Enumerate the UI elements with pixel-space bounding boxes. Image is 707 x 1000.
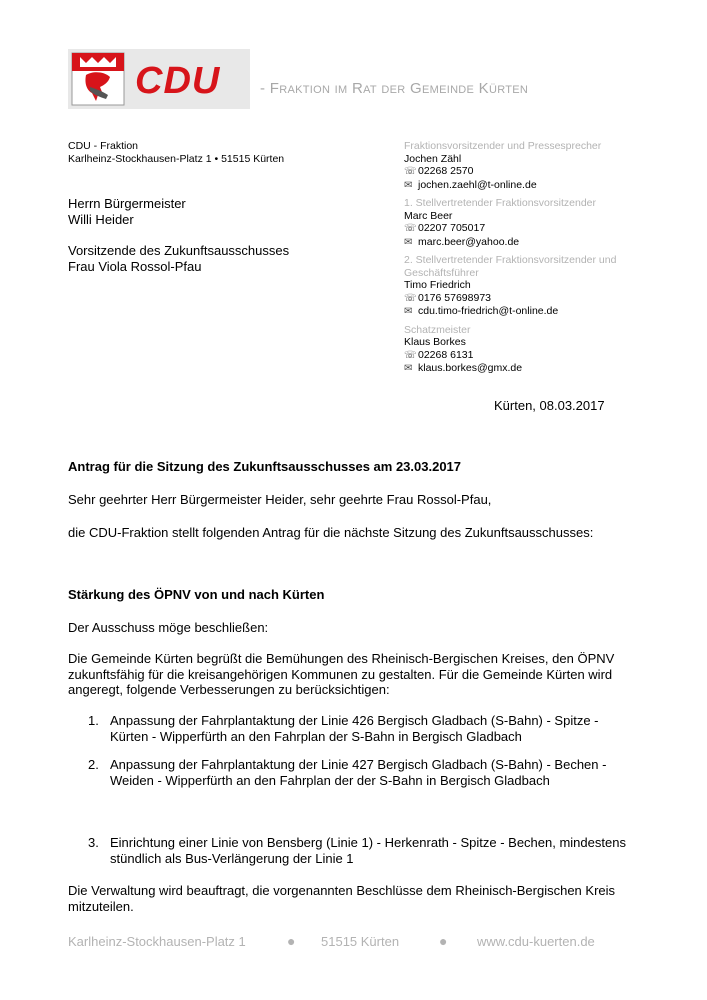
recipient-block: [68, 196, 289, 274]
kuerten-crest-icon: [70, 51, 126, 107]
contact-phone: 02207 705017: [418, 222, 486, 234]
phone-icon: ☏: [404, 166, 417, 177]
phone-icon: ☏: [404, 292, 417, 304]
contact-email[interactable]: cdu.timo-friedrich@t-online.de: [418, 305, 559, 317]
mail-icon: ✉: [404, 363, 413, 374]
contacts-column: [404, 140, 644, 376]
section-heading: Stärkung des ÖPNV von und nach Kürten: [68, 587, 325, 602]
contact-phone: 02268 6131: [418, 348, 474, 361]
list-item-line: stündlich als Bus-Verlängerung der Linie 1: [110, 850, 354, 866]
subject-line: Antrag für die Sitzung des Zukunftsausschusses am 23.03.2017: [68, 459, 462, 474]
footer-address: Karlheinz-Stockhausen-Platz 1: [68, 934, 246, 949]
contact-name: Timo Friedrich: [404, 279, 471, 291]
paragraph-line: mitzuteilen.: [68, 898, 134, 914]
mail-icon: ✉: [404, 306, 413, 317]
phone-icon: ☏: [404, 349, 417, 361]
greeting: Sehr geehrter Herr Bürgermeister Heider, sehr geehrte Frau Rossol-Pfau,: [68, 492, 492, 507]
mail-icon: ✉: [404, 179, 413, 191]
paragraph-line: Die Gemeinde Kürten begrüßt die Bemühungen des Rheinisch-Bergischen Kreises, den ÖPNV: [68, 651, 615, 666]
list-number: 2.: [88, 757, 99, 772]
contact-phone: 0176 57698973: [418, 291, 491, 304]
contact-name: Klaus Borkes: [404, 336, 466, 348]
footer-separator: ●: [439, 933, 448, 949]
recipient-line: Willi Heider: [68, 211, 134, 227]
footer-website[interactable]: www.cdu-kuerten.de: [477, 934, 595, 949]
sender-block: [68, 140, 284, 166]
contact-email[interactable]: jochen.zaehl@t-online.de: [418, 178, 537, 191]
contact-entry: [404, 254, 644, 319]
mail-icon: ✉: [404, 236, 413, 248]
main-paragraph: [68, 651, 648, 698]
paragraph-line: angeregt, folgende Verbesserungen zu berücksichtigen:: [68, 682, 390, 697]
list-item-line: Kürten - Wipperfürth an den Fahrplan der S-Bahn in Bergisch Gladbach: [110, 728, 522, 744]
recipient-line: Herrn Bürgermeister: [68, 196, 186, 211]
list-item-line: Weiden - Wipperfürth an den Fahrplan der der S-Bahn in Bergisch Gladbach: [110, 772, 550, 788]
contact-role: 2. Stellvertretender Fraktionsvorsitzender und: [404, 254, 617, 266]
list-number: 1.: [88, 713, 99, 728]
contact-email[interactable]: klaus.borkes@gmx.de: [418, 362, 523, 374]
contact-name: Jochen Zähl: [404, 152, 462, 165]
contact-role-cont: Geschäftsführer: [404, 266, 479, 279]
page-title: - Fraktion im Rat der Gemeinde Kürten: [260, 80, 529, 97]
letter-date: Kürten, 08.03.2017: [494, 398, 605, 413]
contact-email[interactable]: marc.beer@yahoo.de: [418, 235, 520, 248]
resolution-lead: Der Ausschuss möge beschließen:: [68, 620, 269, 635]
intro-paragraph: die CDU-Fraktion stellt folgenden Antrag für die nächste Sitzung des Zukunftsausschusses:: [68, 525, 594, 540]
sender-address: Karlheinz-Stockhausen-Platz 1 • 51515 Kürten: [68, 153, 285, 165]
list-item-line: Anpassung der Fahrplantaktung der Linie 426 Bergisch Gladbach (S-Bahn) - Spitze -: [110, 713, 599, 728]
contact-entry: [404, 140, 644, 192]
recipient-line: Vorsitzende des Zukunftsausschusses: [68, 243, 290, 258]
cdu-logo: CDU: [135, 60, 221, 102]
contact-entry: [404, 197, 644, 249]
footer-city: 51515 Kürten: [321, 934, 400, 949]
contact-role: Fraktionsvorsitzender und Pressesprecher: [404, 140, 602, 152]
contact-role: 1. Stellvertretender Fraktionsvorsitzender: [404, 197, 596, 209]
phone-icon: ☏: [404, 223, 417, 234]
contact-phone: 02268 2570: [418, 165, 474, 177]
list-item-line: Anpassung der Fahrplantaktung der Linie 427 Bergisch Gladbach (S-Bahn) - Bechen -: [110, 757, 607, 772]
sender-name: CDU - Fraktion: [68, 140, 139, 152]
paragraph-line: Die Verwaltung wird beauftragt, die vorgenannten Beschlüsse dem Rheinisch-Bergischen Kreis: [68, 883, 616, 898]
contact-role: Schatzmeister: [404, 323, 471, 336]
contact-name: Marc Beer: [404, 209, 453, 222]
list-number: 3.: [88, 835, 99, 850]
closing-paragraph: [68, 883, 648, 914]
contact-entry: [404, 324, 644, 376]
recipient-line: Frau Viola Rossol-Pfau: [68, 258, 202, 274]
list-item-line: Einrichtung einer Linie von Bensberg (Linie 1) - Herkenrath - Spitze - Bechen, mindestens: [110, 835, 626, 850]
footer-separator: ●: [287, 933, 296, 949]
paragraph-line: zukunftsfähig für die kreisangehörigen Kommunen zu gestalten. Für die Gemeinde Kürten wird: [68, 666, 613, 682]
